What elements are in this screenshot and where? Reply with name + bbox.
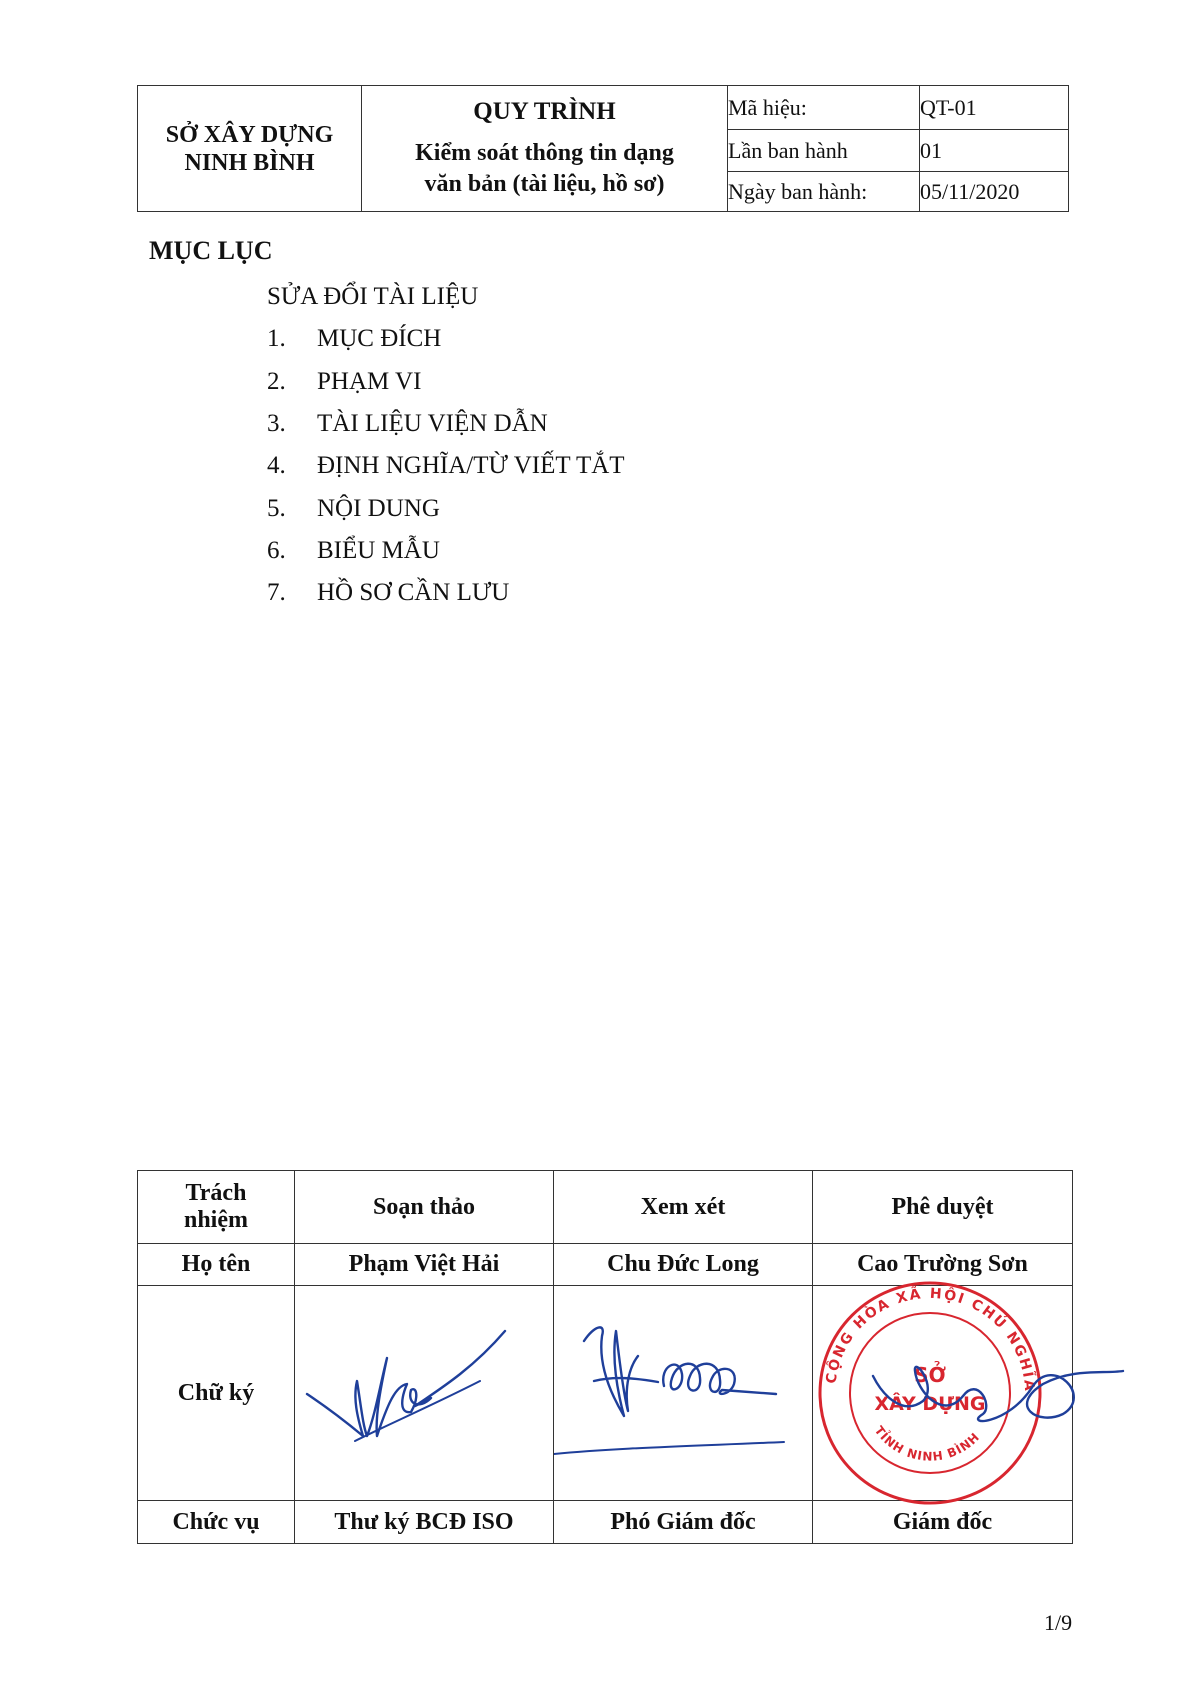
toc-item-number: 5. — [267, 494, 286, 522]
code-label: Mã hiệu: — [728, 86, 920, 130]
document-type: QUY TRÌNH — [473, 97, 616, 125]
position-approver: Giám đốc — [813, 1501, 1073, 1544]
name-label: Họ tên — [138, 1244, 295, 1286]
toc-item-label: ĐỊNH NGHĨA/TỪ VIẾT TẮT — [317, 452, 625, 480]
signature-reviewer-main — [584, 1327, 658, 1416]
stamp-center-line-1: SỞ — [914, 1363, 946, 1387]
toc-item[interactable] — [267, 487, 625, 529]
issue-value: 01 — [920, 130, 1069, 172]
toc-item-label: HỒ SƠ CẦN LƯU — [317, 579, 510, 607]
name-drafter: Phạm Việt Hải — [295, 1244, 554, 1286]
toc-item-label: SỬA ĐỔI TÀI LIỆU — [267, 283, 479, 311]
toc-item[interactable] — [267, 403, 625, 445]
responsibility-label — [138, 1171, 295, 1244]
toc-item[interactable] — [267, 276, 625, 318]
name-reviewer: Chu Đức Long — [554, 1244, 813, 1286]
toc-item-label: PHẠM VI — [317, 367, 422, 395]
toc-title: MỤC LỤC — [149, 236, 273, 265]
approver-signature-and-stamp — [805, 1274, 1113, 1501]
toc-item-number: 6. — [267, 536, 286, 564]
page-number: 1/9 — [1044, 1610, 1073, 1635]
toc-item[interactable] — [267, 445, 625, 487]
signature-label: Chữ ký — [138, 1286, 295, 1501]
organization-line-2: NINH BÌNH — [184, 149, 315, 176]
toc-item[interactable] — [267, 318, 625, 360]
toc-item-number: 3. — [267, 410, 286, 438]
toc-item-label: TÀI LIỆU VIỆN DẪN — [317, 410, 548, 438]
role-drafter: Soạn thảo — [295, 1171, 554, 1244]
official-stamp — [805, 1272, 1040, 1503]
role-approver: Phê duyệt — [813, 1171, 1073, 1244]
position-reviewer: Phó Giám đốc — [554, 1501, 813, 1544]
toc-item[interactable] — [267, 530, 625, 572]
signature-reviewer-underline — [554, 1442, 784, 1454]
code-value: QT-01 — [920, 86, 1069, 130]
position-label: Chức vụ — [138, 1501, 295, 1544]
issue-label: Lần ban hành — [728, 130, 920, 172]
document-title-line-2: văn bản (tài liệu, hồ sơ) — [424, 170, 665, 197]
position-drafter: Thư ký BCĐ ISO — [295, 1501, 554, 1544]
toc-item-number: 2. — [267, 367, 286, 395]
issue-date-value: 05/11/2020 — [920, 172, 1069, 212]
toc-item[interactable] — [267, 361, 625, 403]
procedure-cell — [362, 86, 728, 212]
responsibility-label-line-1: Trách — [185, 1180, 247, 1206]
responsibility-label-line-2: nhiệm — [183, 1207, 248, 1233]
toc-item-label: NỘI DUNG — [317, 494, 440, 522]
signature-reviewer-cell — [554, 1286, 813, 1501]
toc-item-label: MỤC ĐÍCH — [317, 325, 442, 353]
toc-item-number: 7. — [267, 579, 286, 607]
organization-cell — [138, 86, 362, 212]
issue-date-label: Ngày ban hành: — [728, 172, 920, 212]
toc-item[interactable] — [267, 572, 625, 614]
stamp-ring-text: CỘNG HÒA XÃ HỘI CHỦ NGHĨA VIỆT NAM — [805, 1274, 1038, 1394]
signature-drafter — [295, 1286, 554, 1501]
stamp-center-line-2: XÂY DỰNG — [874, 1393, 986, 1415]
role-reviewer: Xem xét — [554, 1171, 813, 1244]
signature-approver-cell — [805, 1274, 1073, 1501]
stamp-bottom-text: TỈNH NINH BÌNH — [871, 1423, 983, 1464]
signature-drafter-cell — [295, 1286, 554, 1501]
document-title-line-1: Kiểm soát thông tin dạng — [415, 139, 674, 166]
toc-item-label: BIỂU MẪU — [317, 536, 440, 564]
signature-table — [137, 1170, 1073, 1544]
toc-item-number: 1. — [267, 325, 286, 353]
header-table — [137, 85, 1069, 212]
toc-list — [267, 276, 625, 614]
organization-line-1: SỞ XÂY DỰNG — [165, 121, 334, 148]
name-approver: Cao Trường Sơn — [813, 1244, 1073, 1286]
signature-reviewer-loops — [663, 1364, 776, 1394]
signature-reviewer — [554, 1286, 813, 1501]
toc-item-number: 4. — [267, 452, 286, 480]
